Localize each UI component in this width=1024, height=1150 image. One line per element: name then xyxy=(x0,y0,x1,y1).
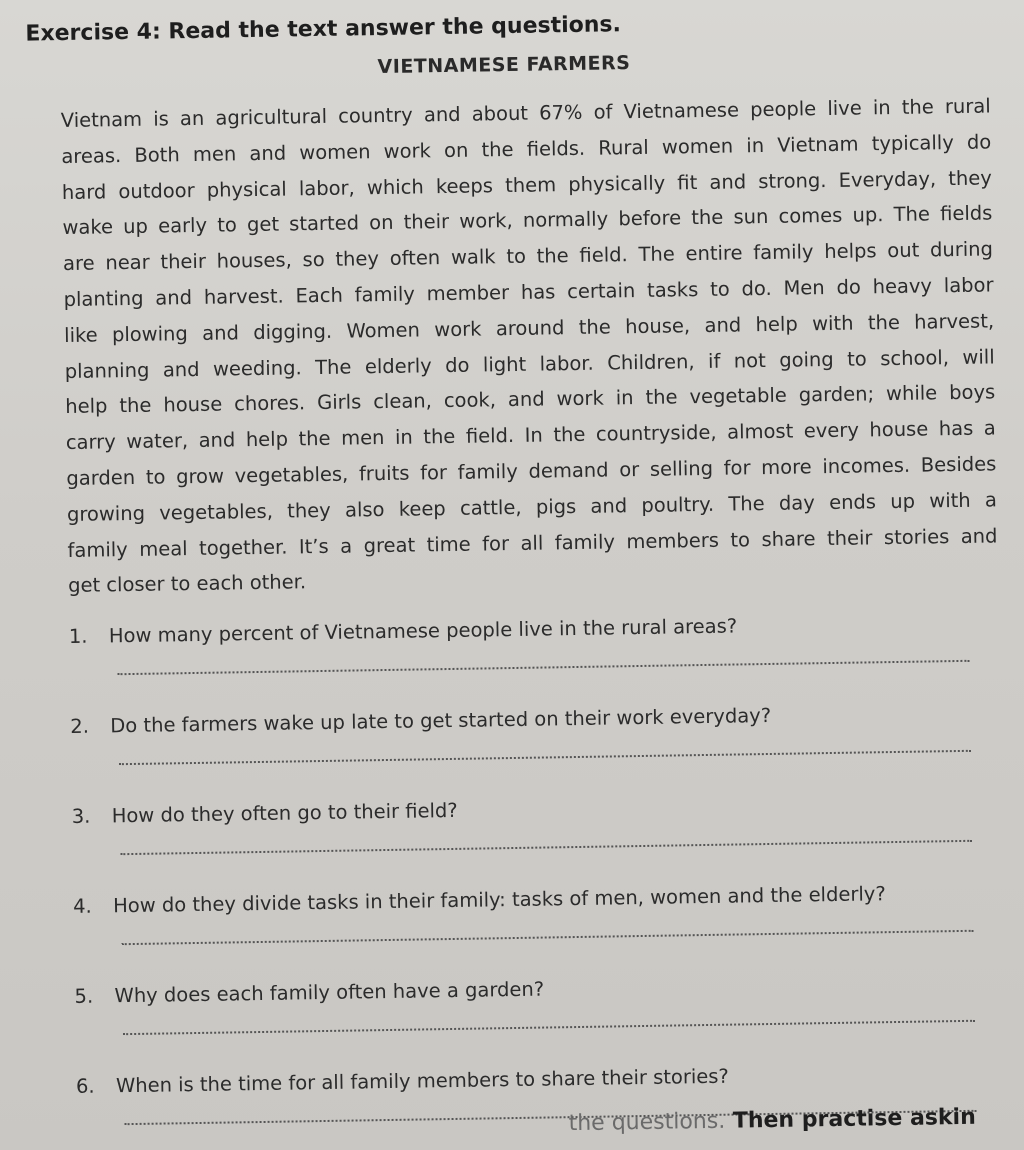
question-prompt: How do they divide tasks in their family: tasks of men, women and the elderly? xyxy=(112,882,886,918)
passage-line: are near their houses, so they often walk to the field. The entire family helps out during xyxy=(62,237,994,276)
answer-line[interactable] xyxy=(123,1020,975,1035)
question-prompt: How do they often go to their field? xyxy=(111,798,458,828)
passage-line: Vietnam is an agricultural country and about 67% of Vietnamese people live in the rural xyxy=(60,94,991,133)
passage-line: hard outdoor physical labor, which keeps them physically fit and strong. Everyday, they xyxy=(61,166,992,204)
answer-line[interactable] xyxy=(119,750,971,765)
exercise-title: Exercise 4: Read the text answer the questions. xyxy=(25,12,622,47)
question-number: 6. xyxy=(75,1074,95,1098)
passage-line: carry water, and help the men in the field. In the countryside, almost every house has a xyxy=(65,416,996,455)
question-number: 2. xyxy=(70,714,90,738)
footer-faded-text: the questions. xyxy=(568,1108,726,1137)
question-item xyxy=(69,608,990,712)
passage-line: areas. Both men and women work on the fields. Rural women in Vietnam typically do xyxy=(61,130,992,168)
passage-line: wake up early to get started on their work, normally before the sun comes up. The fields xyxy=(62,201,993,240)
answer-line[interactable] xyxy=(117,660,969,675)
question-number: 3. xyxy=(71,804,91,828)
question-text xyxy=(69,608,989,652)
passage-line: planting and harvest. Each family member has certain tasks to do. Men do heavy labor xyxy=(63,273,994,311)
question-list xyxy=(69,608,997,1150)
question-prompt: When is the time for all family members to share their stories? xyxy=(115,1064,729,1098)
question-item xyxy=(70,698,991,802)
passage-line: family meal together. It’s a great time for all family members to share their stories and xyxy=(67,523,998,562)
question-number: 5. xyxy=(74,984,94,1008)
question-number: 4. xyxy=(72,894,92,918)
question-item xyxy=(73,877,994,981)
passage-title: VIETNAMESE FARMERS xyxy=(377,52,631,79)
passage-line: help the house chores. Girls clean, cook, and work in the vegetable garden; while boys xyxy=(65,380,996,419)
passage-line: growing vegetables, they also keep cattle, pigs and poultry. The day ends up with a xyxy=(66,488,998,526)
passage-line: like plowing and digging. Women work around the house, and help with the harvest, xyxy=(63,309,995,347)
question-item xyxy=(74,967,995,1071)
answer-line[interactable] xyxy=(122,930,974,945)
footer-bold-text: Then practise askin xyxy=(725,1104,976,1134)
question-prompt: How many percent of Vietnamese people live in the rural areas? xyxy=(108,614,738,648)
question-item xyxy=(72,787,993,891)
reading-passage xyxy=(61,88,999,604)
answer-line[interactable] xyxy=(120,840,972,855)
question-prompt: Why does each family often have a garden? xyxy=(114,977,545,1008)
passage-line: planning and weeding. The elderly do light labor. Children, if not going to school, will xyxy=(64,344,995,383)
question-number: 1. xyxy=(68,624,88,648)
question-prompt: Do the farmers wake up late to get started on their work everyday? xyxy=(110,703,772,738)
passage-line: get closer to each other. xyxy=(67,570,307,598)
passage-line: garden to grow vegetables, fruits for family demand or selling for more incomes. Besides xyxy=(66,452,997,490)
question-item xyxy=(76,1057,997,1150)
